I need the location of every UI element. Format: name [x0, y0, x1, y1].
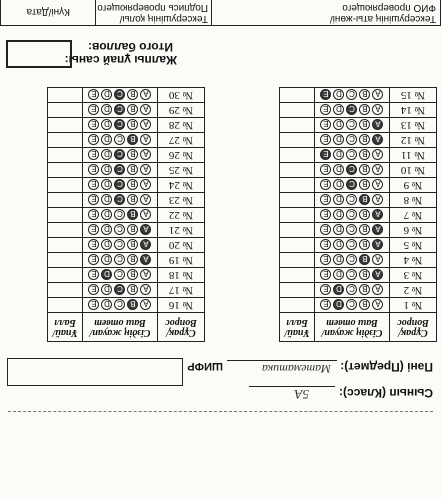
subject-label: Пəні (Предмет): [340, 360, 433, 374]
answer-row [48, 133, 205, 148]
answer-bubble-d[interactable]: D [102, 134, 113, 145]
answer-bubble-b[interactable]: B [360, 179, 371, 190]
answer-bubble-d[interactable]: D [334, 224, 345, 235]
answer-options [315, 163, 390, 178]
answer-bubble-b[interactable]: B [360, 224, 371, 235]
question-header: Сұрақ/ Вопрос [390, 313, 437, 342]
answer-bubble-c[interactable]: C [347, 179, 358, 190]
answer-bubble-c[interactable]: C [347, 254, 358, 265]
question-number: № 2 [390, 283, 437, 298]
class-value-line [249, 386, 335, 387]
question-number: № 22 [158, 208, 205, 223]
question-number: № 24 [158, 178, 205, 193]
answer-row [48, 118, 205, 133]
answer-bubble-d[interactable]: D [102, 164, 113, 175]
answer-bubble-e[interactable]: E [89, 134, 100, 145]
answer-bubble-d[interactable]: D [334, 194, 345, 205]
class-label: Сынып (Класс): [339, 386, 433, 400]
score-cell [48, 283, 83, 298]
answer-options [83, 148, 158, 163]
score-cell [48, 148, 83, 163]
answer-options [315, 178, 390, 193]
answer-row [48, 223, 205, 238]
question-number: № 28 [158, 118, 205, 133]
answer-bubble-e[interactable]: E [89, 254, 100, 265]
answer-bubble-a[interactable]: A [141, 104, 152, 115]
score-header: Ұпай/ Балл [280, 313, 315, 342]
answer-bubble-c[interactable]: C [347, 104, 358, 115]
answer-options [315, 133, 390, 148]
answer-options [315, 103, 390, 118]
answer-bubble-b[interactable]: B [360, 149, 371, 160]
answer-bubble-c[interactable]: C [347, 149, 358, 160]
score-cell [48, 223, 83, 238]
answer-bubble-e[interactable]: E [89, 239, 100, 250]
answer-row [280, 103, 437, 118]
answer-bubble-a[interactable]: A [373, 299, 384, 310]
answer-row [280, 118, 437, 133]
answer-bubble-a[interactable]: A [373, 209, 384, 220]
question-number: № 9 [390, 178, 437, 193]
answer-bubble-e[interactable]: E [89, 284, 100, 295]
answer-row [48, 193, 205, 208]
answer-bubble-b[interactable]: B [360, 89, 371, 100]
score-cell [48, 298, 83, 313]
question-number: № 8 [390, 193, 437, 208]
answer-options [315, 223, 390, 238]
answer-bubble-b[interactable]: B [128, 194, 139, 205]
answer-bubble-c[interactable]: C [115, 254, 126, 265]
answer-bubble-a[interactable]: A [141, 179, 152, 190]
answer-bubble-a[interactable]: A [373, 149, 384, 160]
answer-bubble-b[interactable]: B [128, 239, 139, 250]
answer-bubble-a[interactable]: A [373, 104, 384, 115]
answer-bubble-a[interactable]: A [141, 194, 152, 205]
answer-bubble-a[interactable]: A [141, 89, 152, 100]
score-cell [48, 118, 83, 133]
answer-options [315, 118, 390, 133]
answer-bubble-b[interactable]: B [128, 224, 139, 235]
score-cell [48, 163, 83, 178]
answer-row [280, 298, 437, 313]
answer-bubble-a[interactable]: A [141, 119, 152, 130]
question-number: № 16 [158, 298, 205, 313]
answer-bubble-e[interactable]: E [321, 239, 332, 250]
answer-row [280, 223, 437, 238]
answer-bubble-c[interactable]: C [115, 134, 126, 145]
answer-bubble-d[interactable]: D [334, 119, 345, 130]
answer-bubble-b[interactable]: B [360, 239, 371, 250]
checker-name-label: Тексерушінің аты-жөні/ ФИО проверяющего [329, 2, 436, 24]
answer-bubble-d[interactable]: D [102, 209, 113, 220]
answer-bubble-a[interactable]: A [141, 254, 152, 265]
answer-bubble-d[interactable]: D [334, 254, 345, 265]
score-cell [48, 133, 83, 148]
answer-bubble-a[interactable]: A [373, 269, 384, 280]
answer-bubble-d[interactable]: D [102, 104, 113, 115]
answer-options [315, 268, 390, 283]
answer-row [48, 268, 205, 283]
answer-options [83, 208, 158, 223]
question-number: № 1 [390, 298, 437, 313]
answer-bubble-d[interactable]: D [102, 149, 113, 160]
answer-header: Сіздің жауап/ Ваш ответ [83, 313, 158, 342]
answer-bubble-b[interactable]: B [128, 164, 139, 175]
answer-bubble-b[interactable]: B [360, 104, 371, 115]
answer-bubble-d[interactable]: D [334, 209, 345, 220]
score-cell [280, 223, 315, 238]
answer-bubble-e[interactable]: E [321, 179, 332, 190]
answer-bubble-e[interactable]: E [321, 149, 332, 160]
answer-bubble-d[interactable]: D [334, 299, 345, 310]
answer-bubble-c[interactable]: C [347, 164, 358, 175]
answer-bubble-d[interactable]: D [102, 254, 113, 265]
question-number: № 30 [158, 88, 205, 103]
answer-bubble-a[interactable]: A [141, 224, 152, 235]
answer-options [83, 298, 158, 313]
answer-bubble-c[interactable]: C [115, 194, 126, 205]
question-number: № 10 [390, 163, 437, 178]
answer-bubble-c[interactable]: C [115, 179, 126, 190]
checker-signature-label: Тексерушінің қолы/ Подпись проверяющего [97, 2, 208, 24]
answer-bubble-a[interactable]: A [373, 194, 384, 205]
answer-bubble-e[interactable]: E [89, 194, 100, 205]
answer-header: Сіздің жауап/ Ваш ответ [315, 313, 390, 342]
score-cell [280, 283, 315, 298]
answer-bubble-e[interactable]: E [321, 299, 332, 310]
total-score-label-ru: Итого баллов: [87, 40, 173, 54]
score-cell [280, 148, 315, 163]
answer-bubble-c[interactable]: C [347, 209, 358, 220]
answer-row [280, 238, 437, 253]
answer-options [83, 103, 158, 118]
answer-options [83, 283, 158, 298]
answer-options [315, 253, 390, 268]
answer-bubble-e[interactable]: E [89, 104, 100, 115]
question-number: № 14 [390, 103, 437, 118]
answer-bubble-b[interactable]: B [128, 179, 139, 190]
answer-bubble-b[interactable]: B [128, 89, 139, 100]
score-cell [280, 118, 315, 133]
score-cell [280, 298, 315, 313]
answer-options [83, 253, 158, 268]
answer-row [48, 103, 205, 118]
question-number: № 12 [390, 133, 437, 148]
answer-bubble-b[interactable]: B [360, 269, 371, 280]
answer-bubble-e[interactable]: E [89, 119, 100, 130]
answer-bubble-d[interactable]: D [334, 164, 345, 175]
checker-footer [0, 0, 441, 26]
answer-bubble-b[interactable]: B [128, 284, 139, 295]
score-cell [280, 133, 315, 148]
question-number: № 19 [158, 253, 205, 268]
answer-table-left [279, 87, 437, 342]
answer-bubble-a[interactable]: A [141, 209, 152, 220]
question-number: № 5 [390, 238, 437, 253]
answer-row [48, 238, 205, 253]
answer-bubble-e[interactable]: E [321, 89, 332, 100]
answer-row [280, 268, 437, 283]
date-label: Күні/Дата [26, 6, 70, 17]
answer-bubble-d[interactable]: D [102, 224, 113, 235]
answer-row [48, 283, 205, 298]
answer-options [315, 208, 390, 223]
answer-bubble-c[interactable]: C [347, 194, 358, 205]
answer-bubble-a[interactable]: A [373, 89, 384, 100]
answer-bubble-b[interactable]: B [360, 119, 371, 130]
answer-bubble-a[interactable]: A [141, 284, 152, 295]
answer-bubble-d[interactable]: D [102, 284, 113, 295]
answer-row [280, 163, 437, 178]
answer-bubble-e[interactable]: E [89, 179, 100, 190]
answer-bubble-b[interactable]: B [128, 119, 139, 130]
answer-bubble-e[interactable]: E [321, 269, 332, 280]
answer-options [83, 88, 158, 103]
answer-row [280, 88, 437, 103]
score-cell [48, 208, 83, 223]
answer-bubble-d[interactable]: D [334, 89, 345, 100]
answer-bubble-c[interactable]: C [347, 89, 358, 100]
answer-bubble-d[interactable]: D [102, 299, 113, 310]
answer-row [280, 208, 437, 223]
question-number: № 25 [158, 163, 205, 178]
answer-bubble-c[interactable]: C [347, 239, 358, 250]
answer-bubble-d[interactable]: D [334, 149, 345, 160]
question-number: № 26 [158, 148, 205, 163]
score-cell [48, 178, 83, 193]
answer-bubble-b[interactable]: B [360, 254, 371, 265]
answer-row [48, 148, 205, 163]
answer-bubble-c[interactable]: C [347, 269, 358, 280]
answer-bubble-c[interactable]: C [115, 164, 126, 175]
score-cell [280, 103, 315, 118]
question-number: № 20 [158, 238, 205, 253]
answer-bubble-a[interactable]: A [373, 119, 384, 130]
answer-bubble-d[interactable]: D [102, 269, 113, 280]
answer-options [83, 133, 158, 148]
question-number: № 11 [390, 148, 437, 163]
answer-bubble-b[interactable]: B [360, 299, 371, 310]
class-value: 5А [294, 387, 309, 402]
answer-bubble-b[interactable]: B [128, 104, 139, 115]
answer-options [83, 118, 158, 133]
question-number: № 7 [390, 208, 437, 223]
answer-bubble-e[interactable]: E [321, 194, 332, 205]
answer-bubble-c[interactable]: C [115, 284, 126, 295]
question-number: № 29 [158, 103, 205, 118]
question-number: № 27 [158, 133, 205, 148]
answer-row [280, 148, 437, 163]
answer-bubble-b[interactable]: B [360, 194, 371, 205]
score-cell [280, 238, 315, 253]
answer-options [315, 148, 390, 163]
answer-bubble-a[interactable]: A [141, 149, 152, 160]
answer-row [48, 163, 205, 178]
answer-options [83, 268, 158, 283]
answer-options [83, 238, 158, 253]
answer-bubble-d[interactable]: D [102, 194, 113, 205]
question-number: № 23 [158, 193, 205, 208]
answer-options [83, 193, 158, 208]
question-number: № 17 [158, 283, 205, 298]
answer-bubble-e[interactable]: E [321, 119, 332, 130]
answer-bubble-b[interactable]: B [128, 254, 139, 265]
question-number: № 13 [390, 118, 437, 133]
dashed-tear-line [8, 411, 433, 412]
answer-bubble-d[interactable]: D [102, 179, 113, 190]
answer-bubble-a[interactable]: A [373, 284, 384, 295]
answer-bubble-d[interactable]: D [334, 134, 345, 145]
answer-bubble-d[interactable]: D [102, 239, 113, 250]
score-cell [48, 268, 83, 283]
answer-options [315, 238, 390, 253]
answer-table-right [47, 87, 205, 342]
score-cell [48, 238, 83, 253]
answer-bubble-a[interactable]: A [373, 164, 384, 175]
score-cell [280, 193, 315, 208]
score-cell [48, 193, 83, 208]
answer-bubble-b[interactable]: B [128, 149, 139, 160]
question-number: № 6 [390, 223, 437, 238]
answer-bubble-b[interactable]: B [360, 134, 371, 145]
answer-bubble-d[interactable]: D [334, 239, 345, 250]
answer-row [280, 253, 437, 268]
answer-row [280, 133, 437, 148]
answer-bubble-c[interactable]: C [115, 239, 126, 250]
answer-options [315, 88, 390, 103]
score-cell [280, 268, 315, 283]
answer-bubble-a[interactable]: A [373, 254, 384, 265]
score-cell [280, 163, 315, 178]
answer-bubble-a[interactable]: A [373, 134, 384, 145]
answer-bubble-a[interactable]: A [141, 239, 152, 250]
answer-bubble-b[interactable]: B [128, 299, 139, 310]
answer-bubble-e[interactable]: E [321, 134, 332, 145]
question-header: Сұрақ/ Вопрос [158, 313, 205, 342]
cipher-box [7, 358, 183, 386]
answer-options [83, 178, 158, 193]
footer-divider [95, 0, 96, 25]
answer-bubble-b[interactable]: B [128, 134, 139, 145]
answer-row [280, 193, 437, 208]
answer-bubble-e[interactable]: E [321, 209, 332, 220]
answer-bubble-c[interactable]: C [115, 119, 126, 130]
answer-bubble-a[interactable]: A [141, 269, 152, 280]
answer-bubble-e[interactable]: E [321, 104, 332, 115]
answer-options [83, 223, 158, 238]
answer-bubble-c[interactable]: C [115, 104, 126, 115]
total-score-label-kz: Жалпы ұпай саны: [64, 53, 177, 67]
answer-row [48, 298, 205, 313]
answer-bubble-c[interactable]: C [115, 299, 126, 310]
subject-value: Математика [261, 362, 331, 376]
score-cell [280, 178, 315, 193]
answer-options [315, 298, 390, 313]
score-cell [280, 208, 315, 223]
answer-bubble-b[interactable]: B [128, 209, 139, 220]
answer-bubble-c[interactable]: C [115, 269, 126, 280]
answer-bubble-a[interactable]: A [141, 164, 152, 175]
answer-bubble-d[interactable]: D [102, 89, 113, 100]
answer-bubble-c[interactable]: C [115, 149, 126, 160]
answer-bubble-e[interactable]: E [89, 164, 100, 175]
answer-row [280, 178, 437, 193]
answer-bubble-e[interactable]: E [89, 89, 100, 100]
answer-bubble-c[interactable]: C [347, 134, 358, 145]
answer-options [315, 283, 390, 298]
footer-divider [211, 0, 212, 25]
score-cell [48, 88, 83, 103]
answer-bubble-c[interactable]: C [115, 89, 126, 100]
answer-bubble-e[interactable]: E [89, 269, 100, 280]
answer-bubble-d[interactable]: D [334, 284, 345, 295]
score-cell [280, 88, 315, 103]
answer-bubble-c[interactable]: C [347, 299, 358, 310]
answer-bubble-c[interactable]: C [347, 224, 358, 235]
answer-bubble-e[interactable]: E [321, 164, 332, 175]
answer-bubble-a[interactable]: A [373, 224, 384, 235]
answer-bubble-e[interactable]: E [321, 284, 332, 295]
answer-bubble-b[interactable]: B [128, 269, 139, 280]
question-number: № 18 [158, 268, 205, 283]
question-number: № 21 [158, 223, 205, 238]
score-cell [48, 253, 83, 268]
answer-row [48, 253, 205, 268]
answer-bubble-d[interactable]: D [102, 119, 113, 130]
answer-options [315, 193, 390, 208]
answer-bubble-d[interactable]: D [334, 179, 345, 190]
answer-row [280, 283, 437, 298]
answer-bubble-d[interactable]: D [334, 104, 345, 115]
answer-bubble-a[interactable]: A [373, 239, 384, 250]
answer-row [48, 208, 205, 223]
answer-bubble-a[interactable]: A [141, 134, 152, 145]
total-score-box [6, 40, 72, 68]
answer-row [48, 178, 205, 193]
answer-bubble-a[interactable]: A [373, 179, 384, 190]
score-header: Ұпай/ Балл [48, 313, 83, 342]
answer-bubble-b[interactable]: B [360, 209, 371, 220]
answer-bubble-e[interactable]: E [89, 224, 100, 235]
question-number: № 4 [390, 253, 437, 268]
answer-bubble-e[interactable]: E [89, 149, 100, 160]
answer-bubble-c[interactable]: C [347, 284, 358, 295]
answer-bubble-e[interactable]: E [89, 299, 100, 310]
cipher-label: ШИФР [187, 360, 223, 372]
answer-bubble-a[interactable]: A [141, 299, 152, 310]
question-number: № 3 [390, 268, 437, 283]
answer-bubble-c[interactable]: C [347, 119, 358, 130]
question-number: № 15 [390, 88, 437, 103]
answer-bubble-e[interactable]: E [321, 254, 332, 265]
answer-bubble-e[interactable]: E [321, 224, 332, 235]
answer-row [48, 88, 205, 103]
score-cell [48, 103, 83, 118]
answer-bubble-b[interactable]: B [360, 284, 371, 295]
answer-bubble-b[interactable]: B [360, 164, 371, 175]
answer-options [83, 163, 158, 178]
answer-bubble-c[interactable]: C [115, 224, 126, 235]
answer-bubble-e[interactable]: E [89, 209, 100, 220]
answer-bubble-d[interactable]: D [334, 269, 345, 280]
answer-bubble-c[interactable]: C [115, 209, 126, 220]
score-cell [280, 253, 315, 268]
